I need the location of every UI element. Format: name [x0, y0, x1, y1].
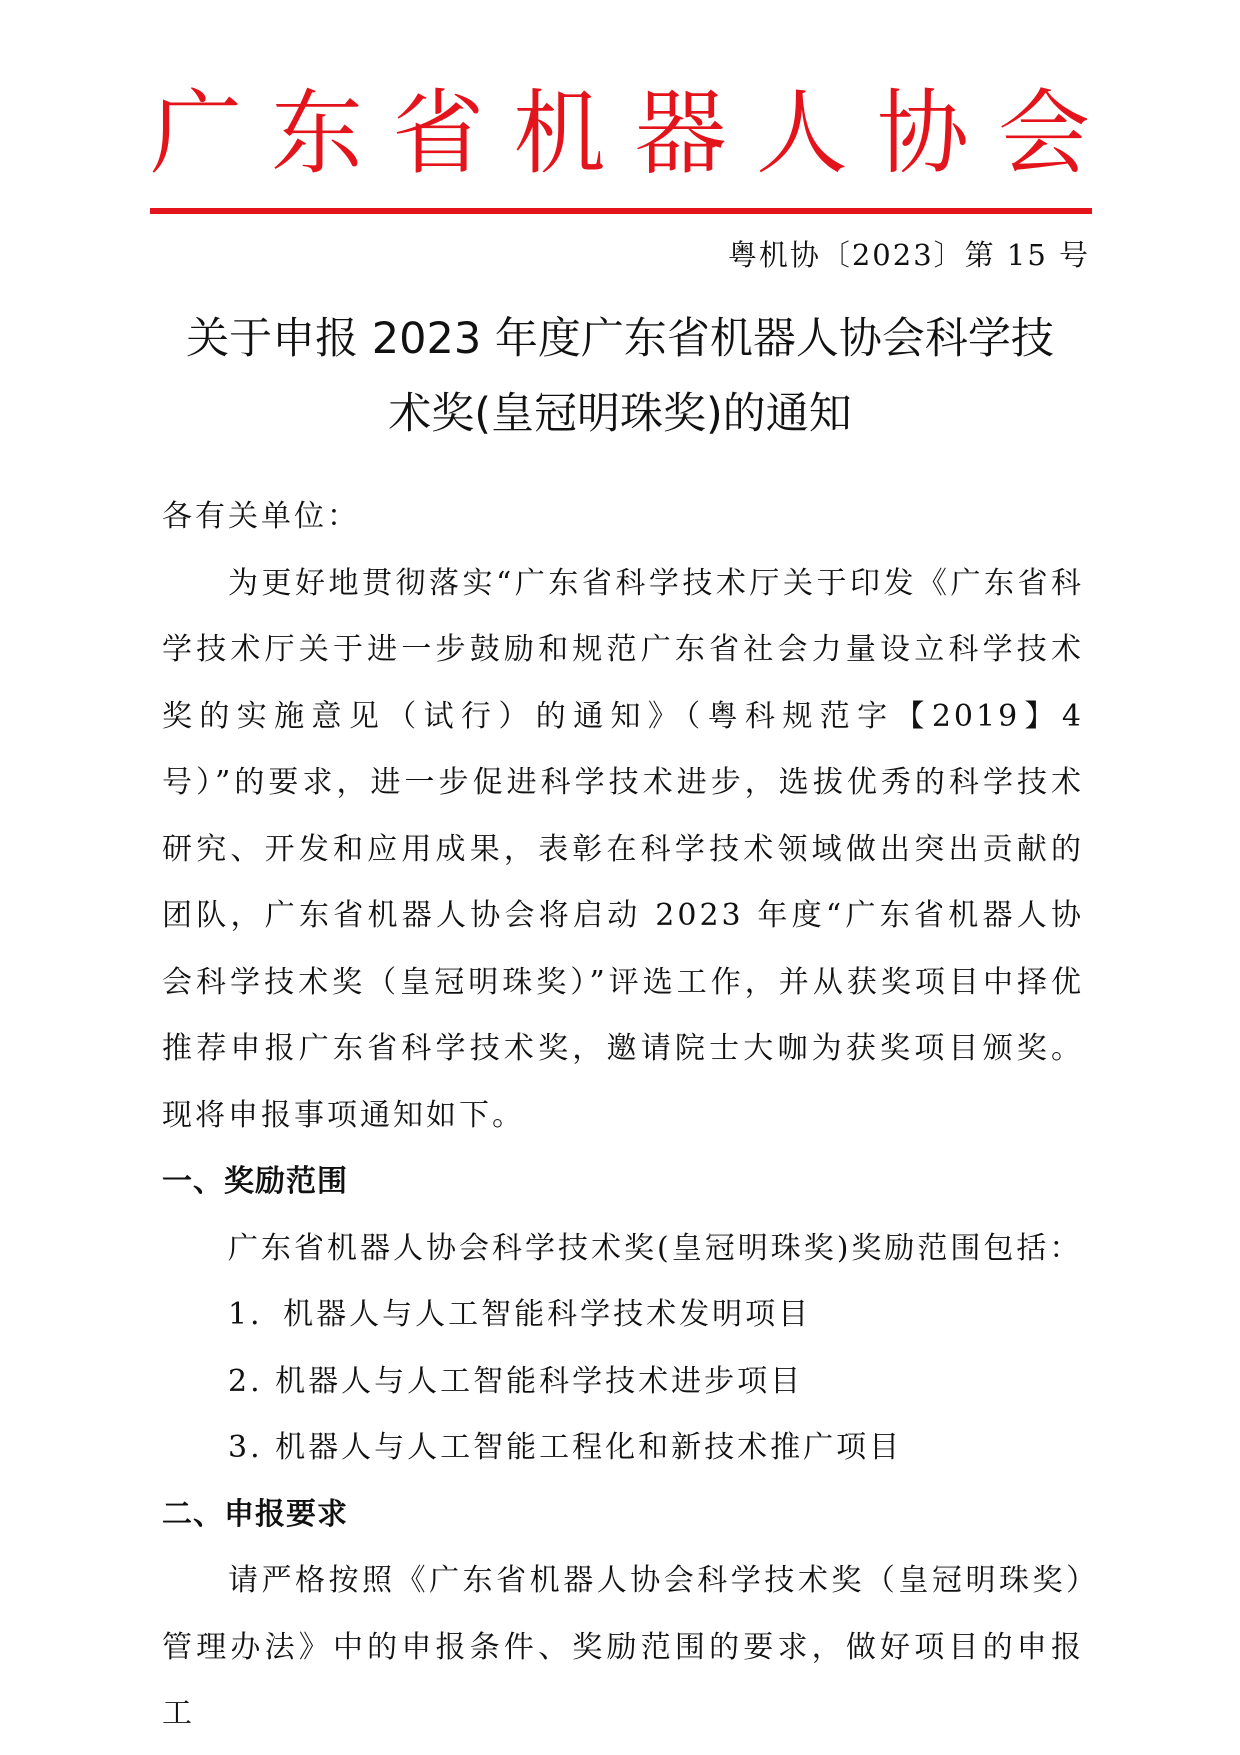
org-name-char: 东 [271, 80, 364, 187]
title-line-2: 术奖(皇冠明珠奖)的通知 [388, 389, 852, 439]
document-title [150, 302, 1090, 452]
org-name-char: 器 [634, 80, 727, 187]
org-name-char: 广 [150, 80, 243, 187]
award-scope-item: 3. 机器人与人工智能工程化和新技术推广项目 [228, 1430, 903, 1465]
award-scope-intro: 广东省机器人协会科学技术奖(皇冠明珠奖)奖励范围包括： [228, 1230, 1083, 1266]
intro-paragraph: 为更好地贯彻落实“广东省科学技术厅关于印发《广东省科学技术厅关于进一步鼓励和规范广东省社会力量设立科学技术奖的实施意见（试行）的通知》（粤科规范字【2019】4 号）”的要求，进一步促进科学技术进步，选拔优秀的科学技术研究、开发和应用成果，表彰在科学技术领域做出突出贡献的团队，广东省机器人协会将启动 2023 年度“广东省机器人协会科学技术奖（皇冠明珠奖）”评选工作，并从获奖项目中择优推荐申报广东省科学技术奖，邀请院士大咖为获奖项目颁奖。现将申报事项通知如下。 [162, 565, 1084, 1133]
org-name-char: 人 [755, 80, 848, 187]
organization-header [150, 80, 1090, 187]
org-name-char: 会 [997, 80, 1090, 187]
salutation: 各有关单位： [162, 499, 360, 534]
org-name-char: 省 [392, 80, 485, 187]
section-heading-award-scope: 一、奖励范围 [162, 1164, 348, 1199]
award-scope-item: 1．机器人与人工智能科学技术发明项目 [228, 1297, 812, 1332]
org-name-char: 机 [513, 80, 606, 187]
requirements-paragraph: 请严格按照《广东省机器人协会科学技术奖（皇冠明珠奖）管理办法》中的申报条件、奖励范围的要求，做好项目的申报工 [162, 1563, 1084, 1731]
header-divider [150, 208, 1092, 214]
document-body [162, 484, 1084, 1748]
org-name-char: 协 [876, 80, 969, 187]
award-scope-item: 2. 机器人与人工智能科学技术进步项目 [228, 1363, 804, 1399]
section-heading-requirements: 二、申报要求 [162, 1496, 348, 1532]
document-number: 粤机协〔2023〕第 15 号 [727, 238, 1090, 272]
title-line-1: 关于申报 2023 年度广东省机器人协会科学技 [186, 314, 1054, 364]
